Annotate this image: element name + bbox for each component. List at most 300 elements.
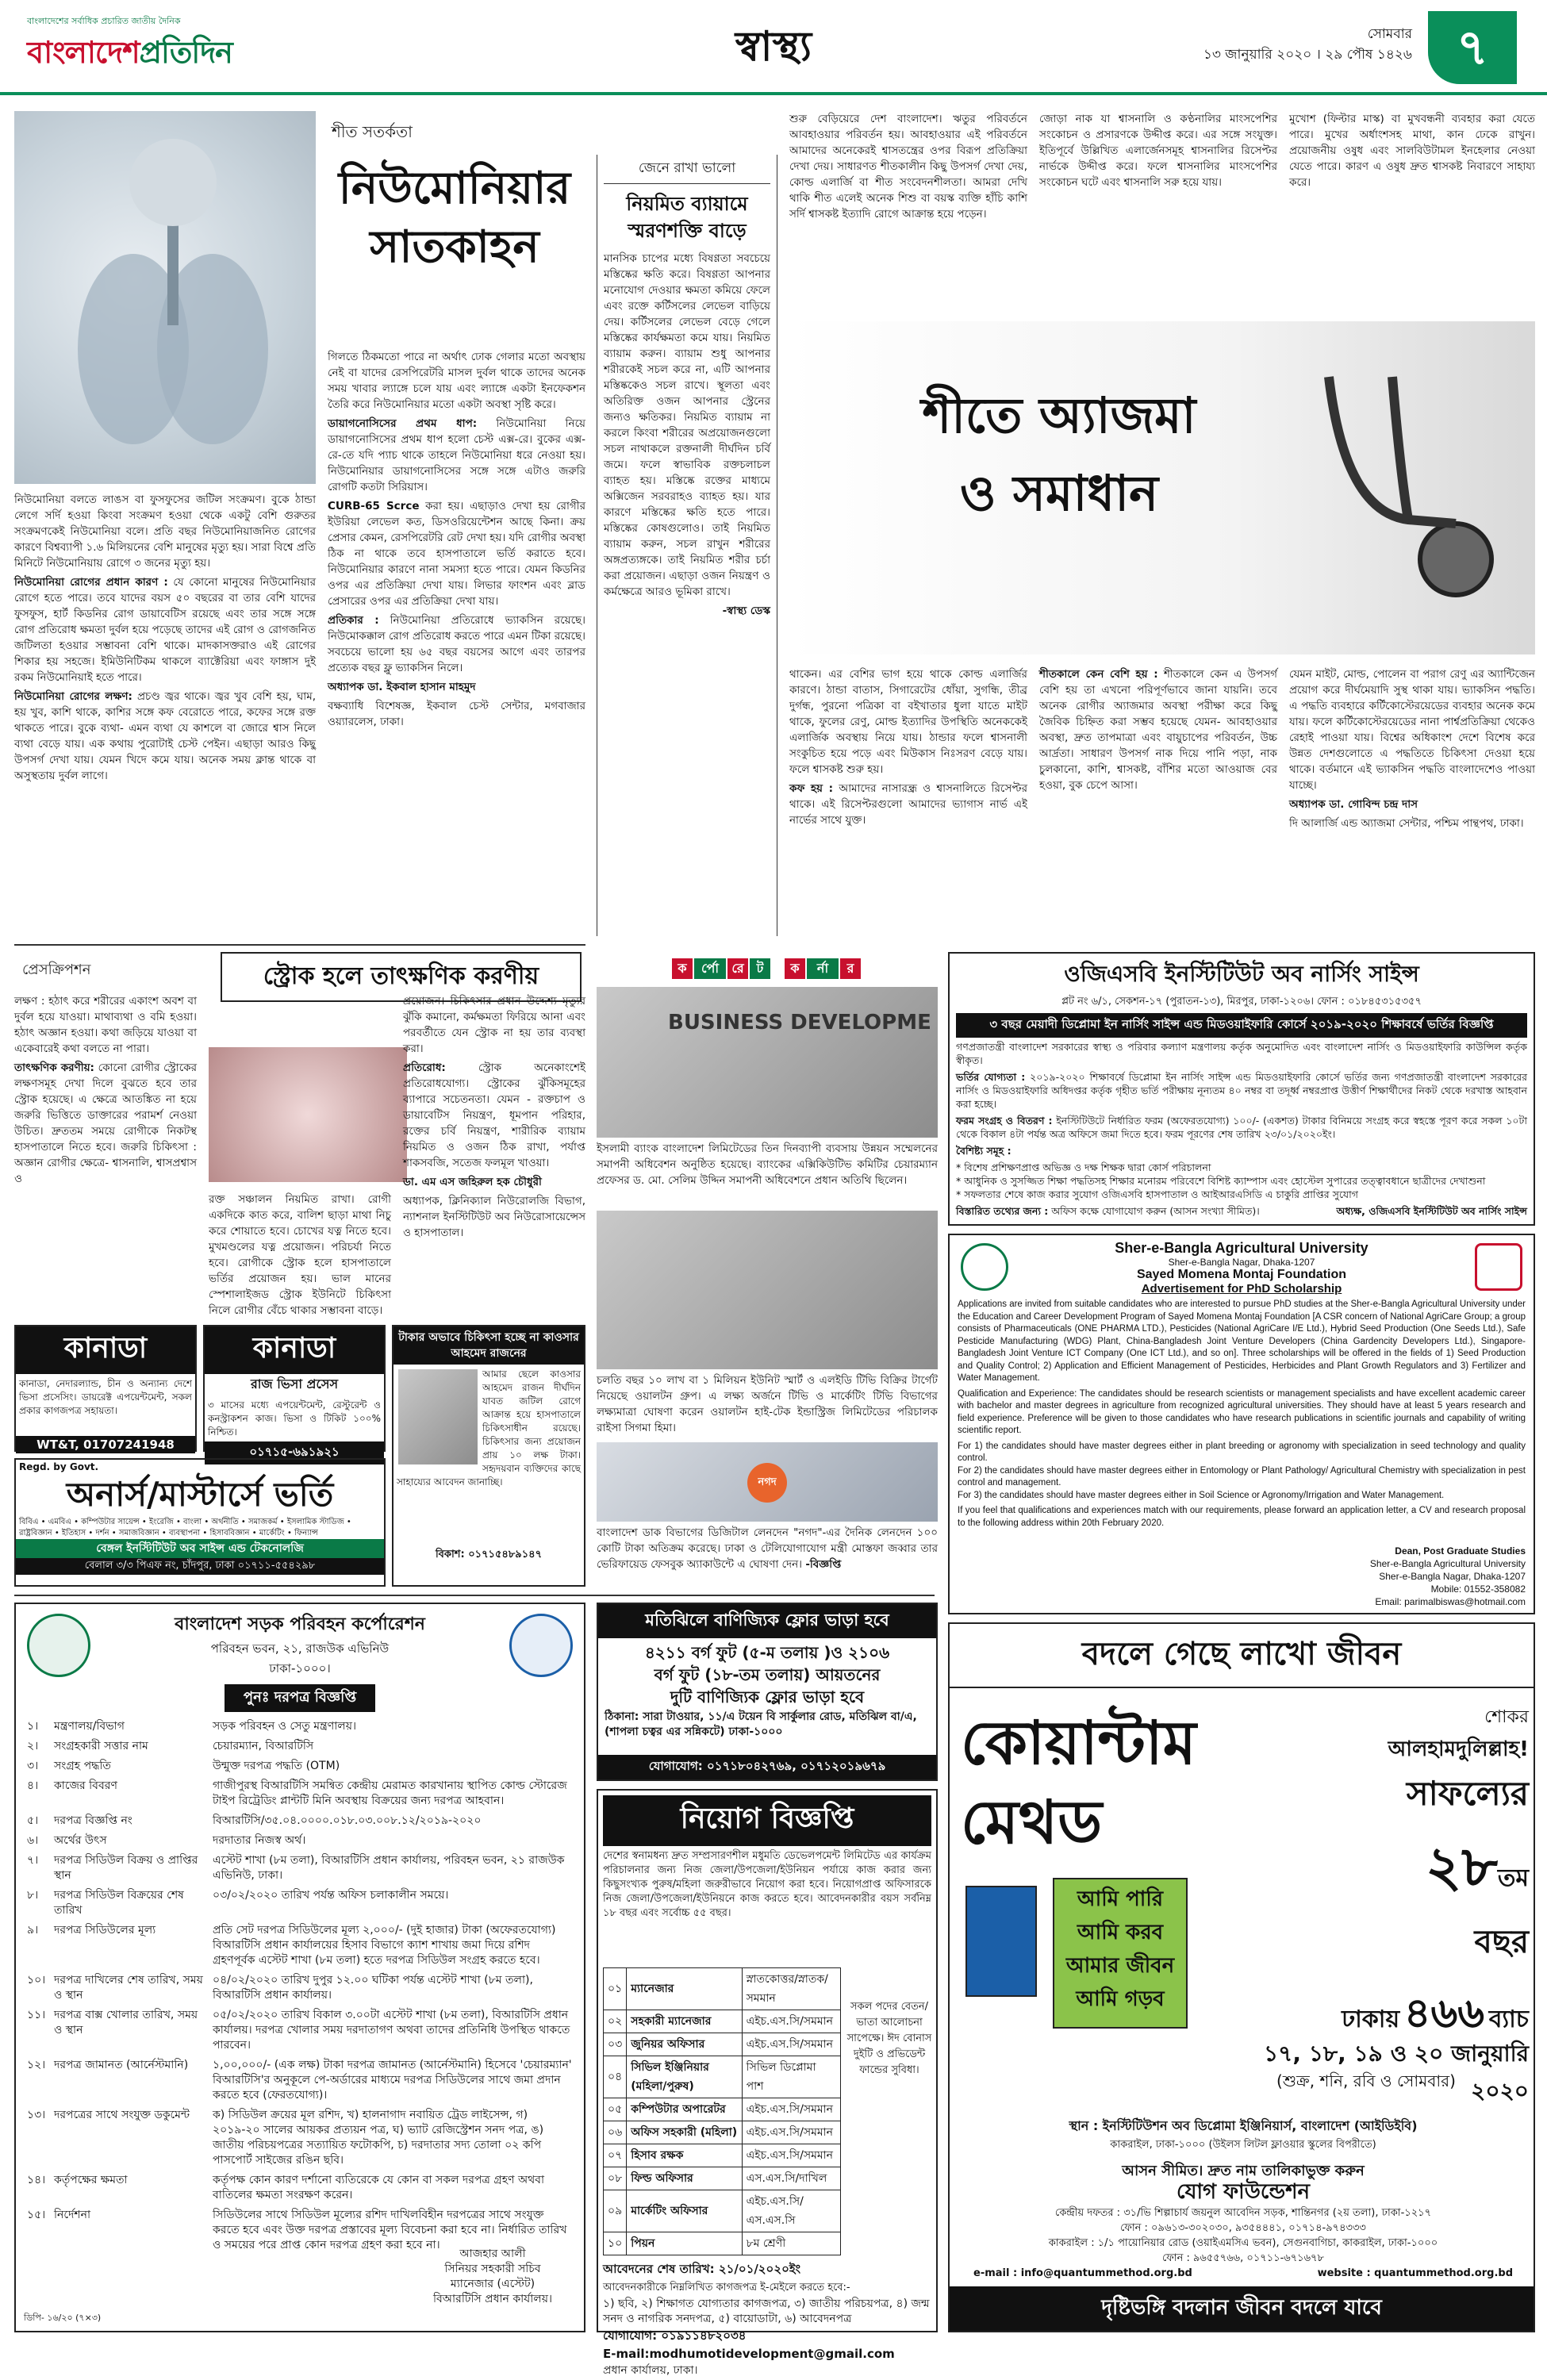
date-box	[1079, 24, 1412, 65]
pneumonia-body1: নিউমোনিয়া বলতে লাঙস বা ফুসফুসের জটিল সংক্রমণ। বুকে ঠান্ডা লেগে সর্দি হওয়া কিংবা সংক্রমণ হওয়া থেকে একটু বেশি গুরুতর সংক্রমণকেই নিউমোনিয়া বলে। প্রতি বছর নিউমোনিয়াজনিত রোগের কারণে বিশ্বব্যাপী ১.৬ মিলিয়নের বেশি মানুষের মৃত্যু হয়। সারা বিশ্বে প্রতি মিনিটে নিউমোনিয়ায় রোগে ৩ জনের মৃত্যু হয়।	[14, 493, 316, 570]
quantum-batch-suffix: ব্যাচ	[1488, 2006, 1529, 2033]
asthma-banner	[789, 321, 1535, 654]
job-office: প্রধান কার্যালয়, ঢাকা।	[603, 2364, 698, 2377]
quantum-batch-prefix: ঢাকায়	[1342, 2006, 1400, 2033]
asthma-article	[789, 111, 1535, 936]
brtc-row	[24, 1717, 576, 1737]
nagad-logo: নগদ	[747, 1463, 787, 1503]
quantum-hq-phone: ফোন : ০৯৬১৩-৩০২০৩০, ৯৩৫৪৪৪১, ০১৭১৪-৯৭৪৩৩৩	[1120, 2222, 1366, 2234]
asthma-top-text1: শুরু বেড়িয়েরে দেশ বাংলাদেশ। ঋতুর পরিবর্তনে আবহাওয়ার পরিবর্তন হয়। আবহাওয়ার এই পরিবর্তনে আমাদের অনেকেরই শ্বাসতন্ত্রের ওপর বিরূপ প্রতিক্রিয়া দেখা দেয়। সাধারণত শীতকালীন কিছু উপসর্গ দেখা দেয়, কোল্ড এলার্জি বা শীত সংবেদনশীলতা। আমরা দেখি থাকি শীত এলেই অনেক শিশু বা বয়স্ক ব্যক্তি হাঁচি কাশি সর্দি শ্বাসকষ্ট ইত্যাদি রোগে আক্রান্ত হয়ে পড়েন।	[789, 113, 1027, 221]
sau-p1: Applications are invited from suitable candidates who are interested to pursue PhD studies at the Sher-e-Bangla Agricultural University under the Education and Career Development Program of Sayed Momena Montaj Foundation [A CSR concern of National AgriCare Group; a group consists of Pharmaceuticals (ONE PHARMA LTD.), Pesticides (National AgriCare I/E Ltd.), Hybrid Seed Production (One Seeds Ltd.), Safe Pesticide Manufacturing (WDG) Plant, China-Bangladesh Joint Venture Developers (China Gardencity Developers Ltd.), Singapore-Bangladesh Joint Venture ICT Company (One ICT Ltd.), and so on]. Three scholarships will be offered in the fields of 1) Seed Production and Quality Control; 2) Application and Efficient Management of Pesticides, Herbicides and Plant Growth Regulators and 3) Fertilizer and Water Management.	[958, 1299, 1526, 1383]
section-title: স্বাস্থ্য	[735, 22, 812, 71]
charity-ad-text: আমার ছেলে কাওসার আহমেদ রাজন দীর্ঘদিন যাবত জটিল রোগে আক্রান্ত হয়ে হাসপাতালে চিকিৎসাধীন রয়েছে। চিকিৎসার জন্য প্রয়োজন প্রায় ১০ লক্ষ টাকা। সহৃদয়বান ব্যক্তিদের কাছে সাহায্যের আবেদন জানাচ্ছি।	[397, 1368, 581, 1488]
brtc-row-key: মন্ত্রণালয়/বিভাগ	[54, 1720, 125, 1733]
brtc-row	[24, 2006, 576, 2056]
asthma-col3	[1289, 666, 1535, 936]
motijheel-line1: ৪২১১ বর্গ ফুট (৫-ম তলায় )ও ২১০৬	[644, 1643, 890, 1662]
quantum-email[interactable]: e-mail : info@quantummethod.org.bd	[973, 2267, 1192, 2279]
brtc-row	[24, 1776, 576, 1811]
brtc-row-value: ০৪/০২/২০২০ তারিখ দুপুর ১২.০০ ঘটিকা পর্যন্ত এস্টেট শাখা (৮ম তলা), বিআরটিসি প্রধান কার্যালয়।	[213, 1974, 533, 2002]
pneumonia-body6: করা হয়। এছাড়াও দেখা হয় রোগীর ইউরিয়া লেভেল কত, ডিসওরিয়েন্টেশন আছে কিনা। ক্রয় প্রেসার কেমন, রেসপিরেটরি রেট দেখা হয়। যদি রোগীর অবস্থা ঠিক না থাকে তবে হাসপাতালে ভর্তি করাতে হবে। নিউমোনিয়ার কারণে নানা সমস্যা হতে পারে। যেমন কিডনির ওপর এর প্রতিক্রিয়া দেখা যায়। লিভার ফাংশন এবং ব্লাড প্রেসারের ওপর এর প্রতিক্রিয়া দেখা যায়।	[328, 500, 585, 608]
quantum-foundation: যোগ ফাউন্ডেশন	[1176, 2180, 1311, 2204]
job-row-qual: এস.এস.সি/দাখিল	[742, 2167, 840, 2190]
quantum-shukur: শোকর	[1484, 1707, 1529, 1727]
sau-sig5[interactable]: Email: parimalbiswas@hotmail.com	[1375, 1596, 1526, 1607]
canada-ad-2-sub: রাজ ভিসা প্রসেস	[250, 1376, 339, 1392]
pneumonia-signs-head: নিউমোনিয়া রোগের লক্ষণ:	[14, 690, 132, 703]
nursing-more: অফিস কক্ষে যোগাযোগ করুন (আসন সংখ্যা সীমিত)।	[1051, 1205, 1260, 1217]
brtc-row	[24, 2056, 576, 2106]
stroke-col3-text: প্রয়োজন। চিকিৎসার প্রধান উদ্দেশ্য মৃত্যুর ঝুঁকি কমানো, কর্মক্ষমতা ফিরিয়ে আনা এবং পরবর্তীতে যেন স্ট্রোক না হয় তার ব্যবস্থা করা।	[403, 995, 585, 1055]
brtc-addr1: পরিবহন ভবন, ২১, রাজউক এভিনিউ	[210, 1641, 390, 1656]
sau-foundation: Sayed Momena Montaj Foundation	[1136, 1268, 1346, 1281]
job-row-num: ০৬	[604, 2121, 627, 2144]
asthma-title	[837, 377, 1281, 532]
brtc-row	[24, 1971, 576, 2006]
brtc-table	[24, 1717, 576, 2255]
exercise-credit: -স্বাস্থ্য ডেস্ক	[722, 605, 770, 617]
quantum-badge	[1053, 1878, 1188, 2029]
corporate-photo-1	[597, 987, 938, 1138]
pneumonia-body3: প্রচণ্ড জ্বর থাকে। জ্বর খুব বেশি হয়, ঘাম, হয় খুব, কাশি থাকে, কাশির সঙ্গে কফ বেরোতে পারে, কফের সঙ্গে রক্ত থাকতে পারে। বুকে ব্যথা- এমন ব্যথা যে কাশলে বা জোরে শ্বাস নিলে ব্যথা বেড়ে যায়। এক কথায় পুরোটাই চেস্ট পেইন। এছাড়া আরও কিছু উপসর্গ দেখা যায়। যেমন খিদে কমে যায়। অনেক সময় ক্লান্ত থাকে বা অসুস্থতায় দুর্বল লাগে।	[14, 690, 316, 782]
brtc-sig4: বিআরটিসি প্রধান কার্যালয়।	[433, 2293, 552, 2305]
brtc-row	[24, 1831, 576, 1851]
job-row-qual: ৮ম শ্রেণী	[742, 2232, 840, 2255]
nursing-form-head: ফরম সংগ্রহ ও বিতরণ :	[956, 1115, 1053, 1127]
pneumonia-treatment-head: প্রতিকার :	[328, 614, 379, 627]
corporate-caption-3-credit: -বিজ্ঞপ্তি	[805, 1558, 842, 1571]
brtc-row-value: সড়ক পরিবহন ও সেতু মন্ত্রণালয়।	[213, 1720, 356, 1733]
lungs-illustration	[14, 111, 316, 484]
nursing-feature: * সফলতার শেষে কাজ করার সুযোগ ওজিএসবি হাসপাতাল ও আইআরএসিডি এ চাকুরি প্রাপ্তির সুযোগ	[956, 1188, 1358, 1200]
quantum-venue-line: স্থান : ইনস্টিটিউশন অব ডিপ্লোমা ইঞ্জিনিয়ার্স, বাংলাদেশ (আইডিইবি)	[1069, 2118, 1418, 2133]
asthma-top-col3	[1289, 111, 1535, 313]
brtc-row-num: ১।	[27, 1720, 39, 1733]
brtc-row-key: দরপত্র বিজ্ঞপ্তি নং	[54, 1814, 132, 1827]
motijheel-ad	[597, 1603, 938, 1781]
foundation-logo-icon	[1475, 1243, 1522, 1291]
canada-ad-1	[14, 1325, 197, 1452]
brtc-row-key: দরপত্র সিডিউলের মূল্য	[54, 1924, 156, 1937]
pneumonia-title-line1: নিউমোনিয়ার	[338, 162, 571, 214]
corporate-caption-3	[597, 1525, 938, 1574]
nursing-title: ওজিএসবি ইনস্টিটিউট অব নার্সিং সাইন্স	[1064, 961, 1419, 987]
job-row	[604, 2190, 841, 2232]
pneumonia-kicker: শীত সতর্কতা	[332, 122, 413, 141]
brtc-row-num: ৬।	[27, 1834, 39, 1847]
job-row-qual: এইচ.এস.সি/সমমান	[742, 2144, 840, 2167]
stroke-prevent-head: প্রতিরোধ:	[403, 1061, 446, 1074]
corporate-photo-2	[597, 1211, 938, 1369]
brtc-row-value: গাজীপুরস্থ বিআরটিসি সমন্বিত কেন্দ্রীয় মেরামত কারখানায় স্থাপিত কোল্ড স্টোরেজ টাইপ রিট্রেডিং প্লান্টটি মিনি অবস্থায় বিক্রয়ের জন্য দরপত্র আহবান।	[213, 1779, 567, 1807]
brtc-row-value: সিডিউলের সাথে সিডিউল মূল্যের রশিদ দাখিলবিহীন দরপত্রের সাথে সংযুক্ত করতে হবে এবং উক্ত দরপত্র প্রস্তাবের মূল্য বিবেচনা করা হবে না। নির্ধারিত তারিখ ও সময়ের পরে প্রাপ্ত কোন দরপত্র গ্রহণ করা হবে না।	[213, 2209, 567, 2251]
brtc-row-value: চেয়ারম্যান, বিআরটিসি	[213, 1740, 314, 1752]
stroke-col1	[14, 993, 197, 1317]
job-row-num: ০৮	[604, 2167, 627, 2190]
quantum-success-word: সাফল্যের	[1406, 1774, 1529, 1813]
exercise-text: মানসিক চাপের মধ্যে বিষণ্ণতা সবচেয়ে মস্তিষ্কের ক্ষতি করে। বিষণ্ণতা আপনার মনোযোগ দেওয়ার ক্ষমতা কমিয়ে ফেলে এবং রক্তে কর্টিসলের লেভেল বাড়িয়ে দেয়। কর্টিসলের লেভেল বেড়ে গেলে মস্তিষ্কের কার্যক্ষমতা কমে যায়। নিয়মিত ব্যায়াম করুন। ব্যায়াম শুধু আপনার শরীরকেই সচল করে না, এটি আপনার মস্তিষ্ককেও সচল রাখে। স্থূলতা এবং অতিরিক্ত ওজন আপনার স্ট্রেনের জন্যও ক্ষতিকর। নিয়মিত ব্যায়াম না করলে কিংবা শরীরের অপ্রয়োজনগুলো সচল নাথাকলে রক্তনালী দীর্ঘদিন চর্বি জমে। ফলে স্বাভাবিক রক্তচলাচল ব্যাহত হয়। মস্তিষ্কে রক্তের মাধ্যমে অক্সিজেন সরবরাহও ব্যাহত হয়। যার কারণে মস্তিষ্কের ক্ষতি হতে পারে। মস্তিষ্কের কোষগুলোও। তাই নিয়মিত ব্যায়াম করুন, সচল রাখুন শরীরের অঙ্গপ্রত্যঙ্গকে। তাই নিয়মিত শরীর চর্চা করা প্রয়োজন। এছাড়া ওজন নিয়ন্ত্রণ ও কর্মক্ষেত্রে আরও ভূমিকা রাখে।	[604, 252, 770, 598]
asthma-top-text2: জোড়া নাক যা শ্বাসনালি ও কণ্ঠনালির মাংসপেশির সংকোচন ও প্রসারণকে উদ্দীপ্ত করে। এর সঙ্গে সংযুক্ত। ইতিপূর্বে উল্লিখিত এলার্জেনসমূহ শ্বাসনালির রিসেপ্টর নার্ভকে উদ্দীপ্ত করে। ফলে শ্বাসনালির মাংসপেশির সংকোচন ঘটে এবং শ্বাসনালি সরু হয়ে যায়।	[1039, 113, 1277, 189]
asthma-col2-text: শীতকালে কেন এ উপসর্গ বেশি হয় তা এখনো পরিপূর্ণভাবে জানা যায়নি। তবে অনেক রোগীর অ্যাজমার অবস্থা পরীক্ষা করে কিছু জৈবিক চিহ্নিত করা সম্ভব হয়েছে যেমন- আবহাওয়ার অবস্থা, দ্রুত তাপমাত্রা এবং বায়ুচাপের পরিবর্তন, উচ্চ আর্দ্রতা। সাধারণ উপসর্গ নাক দিয়ে পানি পড়া, নাক চুলকানো, কাশি, শ্বাসকষ্ট, বাঁশির মতো আওয়াজ বের হওয়া, বুক চেপে আসা।	[1039, 668, 1277, 792]
pneumonia-cause-head: নিউমোনিয়া রোগের প্রধান কারণ :	[14, 576, 168, 589]
job-docs: ১) ছবি, ২) শিক্ষাগত যোগ্যতার কাগজপত্র, ৩) জাতীয় পরিচয়পত্র, ৪) জন্ম সনদ ও নাগরিক সনদপত্র, ৫) বায়োডাটা, ৬) আবেদনপত্র	[603, 2297, 930, 2325]
sau-sig4: Mobile: 01552-358082	[1430, 1583, 1526, 1595]
honours-title: অনার্স/মাস্টার্সে ভর্তি	[66, 1475, 334, 1514]
job-row-post: অফিস সহকারী (মহিলা)	[627, 2121, 742, 2144]
sau-sig2: Sher-e-Bangla Agricultural University	[1369, 1558, 1526, 1569]
corner-letter: র	[840, 958, 861, 979]
exercise-title-line1: নিয়মিত ব্যায়ামে	[626, 192, 748, 215]
brtc-row-num: ১১।	[27, 2009, 46, 2021]
corporate-photo-3	[597, 1442, 938, 1522]
job-row-post: কম্পিউটার অপারেটর	[627, 2098, 742, 2121]
canada-ad-1-phone: WT&T, 01707241948	[16, 1436, 195, 1453]
brtc-row	[24, 1737, 576, 1756]
pneumonia-body4: গিলতে ঠিকমতো পারে না অর্থাৎ ঢোক গেলার মতো অবস্থায় নেই বা যাদের রেসপিরেটরি মাসল দুর্বল থাকে তাদের অনেক সময় খাবার ল্যাঙ্গে চলে যায় এবং ল্যাঙ্গে একটা ইনফেকশন তৈরি করে নিউমোনিয়ার মতো একটা অবস্থা সৃষ্টি করে।	[328, 351, 585, 411]
quantum-website[interactable]: website : quantummethod.org.bd	[1317, 2267, 1513, 2279]
sau-signature	[958, 1545, 1526, 1608]
job-row	[604, 2010, 841, 2033]
quantum-big2: মেথড	[961, 1787, 1103, 1857]
nursing-ad	[948, 952, 1535, 1226]
quantum-success	[1307, 1703, 1529, 1970]
asthma-top-col1	[789, 111, 1027, 313]
pneumonia-curb: CURB-65 Scrce	[328, 500, 420, 512]
brtc-row-value: প্রতি সেট দরপত্র সিডিউলের মূল্য ২,০০০/- (দুই হাজার) টাকা (অফেরতযোগ্য) বিআরটিসি প্রধান কার্যালয়ের হিসাব বিভাগে ক্যাশ শাখায় জমা দিয়ে রশিদ গ্রহণপূর্বক এস্টেট শাখা (৮ম তলা) হতে দরপত্র সিডিউল সংগ্রহ করতে হবে।	[213, 1924, 556, 1967]
brtc-row-value: ০৫/০২/২০২০ তারিখ বিকাল ৩.০০টা এস্টেট শাখা (৮ম তলা), বিআরটিসি প্রধান কার্যালয়। দরপত্র খোলার সময় দরদাতাগণ অথবা তাদের প্রতিনিধি উপস্থিত থাকতে পারবেন।	[213, 2009, 570, 2052]
job-benefits: সকল পদের বেতন/ ভাতা আলোচনা সাপেক্ষে। ঈদ বোনাস দুইটি ও প্রভিডেন্ট ফান্ডের সুবিধা।	[846, 2001, 932, 2076]
stethoscope-icon	[1297, 353, 1519, 623]
charity-photo	[398, 1369, 478, 1464]
brtc-row	[24, 1886, 576, 1921]
job-row-num: ০১	[604, 1968, 627, 2010]
quantum-venue	[958, 2116, 1529, 2154]
brtc-row	[24, 1851, 576, 1886]
job-row-num: ০৫	[604, 2098, 627, 2121]
quantum-tom: তম	[1497, 1864, 1529, 1892]
brtc-row-key: দরপত্র সিডিউল বিক্রয়ের শেষ তারিখ	[54, 1889, 184, 1917]
brtc-title: পুনঃ দরপত্র বিজ্ঞপ্তি	[225, 1684, 375, 1712]
lungs-icon	[14, 111, 316, 484]
corporate-caption-1: ইসলামী ব্যাংক বাংলাদেশ লিমিটেডের তিন দিনব্যাপী ব্যবসায় উন্নয়ন সম্মেলনের সমাপনী অধিবেশন অনুষ্ঠিত হয়েছে। ব্যাংকের এক্সিকিউটিভ কমিটির চেয়ারম্যান প্রফেসর ড. মো. সেলিম উদ্দিন সমাপনী অধিবেশনে প্রধান অতিথি ছিলেন।	[597, 1142, 938, 1187]
brtc-code: ডিপি- ১৬/২০ (৭×৩)	[24, 2313, 102, 2323]
brtc-row-num: ২।	[27, 1740, 39, 1752]
quantum-kakrail: কাকরাইল : ১/১ পায়োনিয়ার রোড (ওয়াইএমসিএ ভবন), সেগুনবাগিচা, কাকরাইল, ঢাকা-১০০০	[1048, 2237, 1438, 2249]
job-row-num: ০৪	[604, 2056, 627, 2098]
brtc-logo-icon	[509, 1614, 573, 1677]
quantum-hq: কেন্দ্রীয় দফতর : ৩১/ভি শিল্পাচার্য জয়নুল আবেদিন সড়ক, শান্তিনগর (২য় তলা), ঢাকা-১২১৭	[1054, 2207, 1432, 2219]
honours-subjects: বিবিএ • এমবিএ • কম্পিউটার সায়েন্স • ইংরেজি • বাংলা • অর্থনীতি • সমাজকর্ম • ইসলামিক স্টাডিজ • রাষ্ট্রবিজ্ঞান • ইতিহাস • দর্শন • সমাজবিজ্ঞান • ব্যবস্থাপনা • হিসাববিজ্ঞান • মার্কেটিং • ফিন্যান্স	[19, 1518, 351, 1537]
quantum-kakrail-phone: ফোন : ৯৬৫৫৭৬৬, ০১৭১১-৬৭১৬৭৮	[1162, 2252, 1324, 2264]
motijheel-line2: বর্গ ফুট (১৮-তম তলায়) আয়তনের	[654, 1665, 881, 1684]
asthma-col3-text: যেমন মাইট, মোল্ড, পোলেন বা পরাগ রেণু এর অ্যান্টিজেন প্রয়োগ করে দীর্ঘমেয়াদি সুস্থ থাকা যায়। ভ্যাকসিন পদ্ধতি। এ পদ্ধতি ব্যবহারে কর্টিকোস্টেরয়েডের ব্যবহার অনেক কমে যায়। ফলে কর্টিকোস্টেরয়েডের নানা পার্শ্বপ্রতিক্রিয়া থেকেও রেহাই পাওয়া যায়। বিশ্বের অধিকাংশ দেশে বিশেষ করে উন্নত দেশগুলোতে এ পদ্ধতিতে চিকিৎসা দেওয়া হয়ে থাকে। বর্তমানে এই ভ্যাকসিন পদ্ধতি বাংলাদেশেও পাওয়া যাচ্ছে।	[1289, 668, 1535, 792]
corner-letter: র্না	[807, 958, 839, 979]
corporate-corner	[597, 952, 938, 1587]
brtc-row-key: অর্থের উৎস	[54, 1834, 107, 1847]
logo-tagline: বাংলাদেশের সর্বাধিক প্রচারিত জাতীয় দৈনিক	[27, 16, 181, 26]
brtc-sig3: ম্যানেজার (এস্টেট)	[450, 2278, 536, 2290]
brtc-row	[24, 2106, 576, 2171]
job-row-num: ০৩	[604, 2033, 627, 2056]
govt-logo-icon	[27, 1614, 90, 1677]
quantum-badge3: আমার জীবন	[1065, 1954, 1175, 1978]
honours-reg: Regd. by Govt.	[19, 1461, 99, 1472]
stroke-author: ডা. এম এস জহিরুল হক চৌধুরী	[403, 1176, 542, 1188]
logo-part1: বাংলাদেশ	[27, 34, 140, 70]
asthma-cough-head: কফ হয় :	[789, 782, 834, 795]
sau-name: Sher-e-Bangla Agricultural University	[1115, 1240, 1368, 1256]
banner-text: BUSINESS DEVELOPME	[668, 1011, 931, 1035]
job-row-post: পিয়ন	[627, 2232, 742, 2255]
job-deadline: আবেদনের শেষ তারিখ: ২১/০১/২০২০ইং	[603, 2262, 801, 2276]
brtc-row-num: ৯।	[27, 1924, 39, 1937]
pneumonia-article	[14, 111, 585, 936]
brtc-row-value: দরদাতার নিজস্ব অর্থ।	[213, 1834, 306, 1847]
canada-ad-1-text: কানাডা, নেদারল্যান্ড, চীন ও অন্যান্য দেশে ভিসা প্রসেসিং। ডায়রেক্ট এপয়েন্টমেন্ট, সকল প্রকার কাগজপত্র সহায়তা।	[19, 1378, 192, 1416]
canada-ad-1-title: কানাডা	[16, 1326, 195, 1374]
nursing-intro: গণপ্রজাতন্ত্রী বাংলাদেশ সরকারের স্বাস্থ্য ও পরিবার কল্যাণ মন্ত্রণালয় কর্তৃক অনুমোদিত এবং বাংলাদেশ নার্সিং ও মিডওয়াইফারি কাউন্সিল কর্তৃক স্বীকৃত।	[956, 1041, 1527, 1066]
sau-phd-ad	[948, 1234, 1535, 1614]
job-table	[603, 1967, 841, 2255]
sau-p6: If you feel that qualifications and experiences match with our requirements, please forward an application letter, a CV and research proposal to the following address within 20th February 2020.	[958, 1506, 1526, 1528]
brtc-row-num: ১৪।	[27, 2174, 46, 2186]
page-number: ৭	[1428, 11, 1517, 84]
corner-letter: ক	[672, 958, 693, 979]
asthma-title-line1: শীতে অ্যাজমা	[922, 386, 1196, 444]
job-row-qual: এইচ.এস.সি/সমমান	[742, 2010, 840, 2033]
brtc-row	[24, 1811, 576, 1831]
motijheel-address: ঠিকানা: সারা টাওয়ার, ১১/এ টয়েন বি সার্কুলার রোড, মতিঝিল বা/এ, (শাপলা চত্বর এর সন্নিকটে) ঢাকা-১০০০	[605, 1710, 917, 1738]
corner-letter: রে	[727, 958, 748, 979]
brtc-row-value: বিআরটিসি/৩৫.০৪.০০০০.০১৮.০৩.০০৮.১২/২০১৯-২০২০	[213, 1814, 482, 1827]
corner-letter: ক	[785, 958, 805, 979]
asthma-author-title: দি আলার্জি এন্ড অ্যাজমা সেন্টার, পশ্চিম পান্থপথ, ঢাকা।	[1289, 817, 1524, 830]
charity-ad	[392, 1325, 585, 1587]
motijheel-details	[598, 1638, 936, 1708]
exercise-title-line2: স্মরণশক্তি বাড়ে	[628, 219, 747, 242]
job-row-post: জুনিয়র অফিসার	[627, 2033, 742, 2056]
brtc-row-num: ৭।	[27, 1854, 39, 1867]
exercise-title	[604, 190, 770, 244]
masthead	[0, 0, 1547, 95]
brtc-row-key: দরপত্র বাক্স খোলার তারিখ, সময় ও স্থান	[54, 2009, 198, 2036]
brtc-row-value: উন্মুক্ত দরপত্র পদ্ধতি (OTM)	[213, 1760, 340, 1772]
brtc-org: বাংলাদেশ সড়ক পরিবহন কর্পোরেশন	[175, 1614, 425, 1634]
honours-institute: বেঙ্গল ইনস্টিটিউট অব সাইন্স এন্ড টেকনোলজি	[16, 1539, 384, 1558]
brtc-row-value: ১,০০,০০০/- (এক লক্ষ) টাকা দরপত্র জামানত (আর্নেস্টমানি) হিসেবে 'চেয়ারম্যান' বিআরটিসি'র অনুকূলে পে-অর্ডারের মাধ্যমে দরপত্র সিডিউলের সাথে জমা প্রদান করতে হবে (ফেরতযোগ্য)।	[213, 2059, 572, 2102]
brtc-sig1: আজহার আলী	[459, 2248, 526, 2260]
corner-letter: ট	[750, 958, 770, 979]
job-row	[604, 2232, 841, 2255]
job-row-post: ম্যানেজার	[627, 1968, 742, 2010]
pneumonia-title	[324, 159, 585, 276]
brtc-row	[24, 1756, 576, 1776]
brtc-row-key: দরপত্র জামানত (আর্নেস্টমানি)	[54, 2059, 189, 2071]
brtc-signature	[433, 2247, 552, 2307]
sau-sig3: Sher-e-Bangla Nagar, Dhaka-1207	[1379, 1571, 1526, 1582]
asthma-col1	[789, 666, 1027, 936]
quantum-year: বছর	[1474, 1924, 1529, 1960]
brtc-row	[24, 2171, 576, 2205]
quantum-big	[961, 1703, 1278, 1862]
stroke-title: স্ট্রোক হলে তাৎক্ষণিক করণীয়	[221, 952, 582, 1002]
brtc-row-value: ০৩/০২/২০২০ তারিখ পর্যন্ত অফিস চলাকালীন সময়ে।	[213, 1889, 449, 1902]
job-row	[604, 2098, 841, 2121]
job-row-num: ০৯	[604, 2190, 627, 2232]
job-row	[604, 2121, 841, 2144]
logo-wordmark	[27, 29, 289, 80]
sau-logo-icon	[961, 1243, 1008, 1291]
asthma-top-text3: মুখোশ (ফিল্টার মাস্ক) বা মুখবন্ধনী ব্যবহার করা যেতে পারে। মুখের অর্ধাংশসহ মাথা, কান ঢেকে রাখুন। প্রয়োজনীয় ওষুধ এবং সালবিউটামল ইনহেলার নেওয়া যেতে পারে। কারণ এ ওষুধ দ্রুত শ্বাসকষ্ট নিবারণে সাহায্য করে।	[1289, 113, 1535, 189]
motijheel-title: মতিঝিলে বাণিজ্যিক ফ্লোর ভাড়া হবে	[598, 1604, 936, 1638]
job-row-qual: সিভিল ডিপ্লোমা পাশ	[742, 2056, 840, 2098]
brtc-sig2: সিনিয়র সহকারী সচিব	[444, 2263, 541, 2275]
job-email[interactable]: E-mail:modhumotidevelopment@gmail.com	[603, 2347, 895, 2361]
quantum-web-row	[958, 2266, 1529, 2281]
job-table-wrap	[603, 1967, 931, 2255]
motijheel-line3: দুটি বাণিজ্যিক ফ্লোর ভাড়া হবে	[670, 1687, 865, 1706]
quantum-days: (শুক্র, শনি, রবি ও সোমবার)	[1276, 2071, 1456, 2090]
stroke-col3	[403, 993, 585, 1317]
sau-body	[958, 1299, 1526, 1545]
nursing-address: প্লট নং ৬/১, সেকশন-১৭ (পুরাতন-১৩), মিরপুর, ঢাকা-১২০৬। ফোন : ০১৮৪৫৩১৫৩৫৭	[1061, 996, 1422, 1008]
quantum-book-icon	[965, 1886, 1037, 1997]
pneumonia-body2: যে কোনো মানুষের নিউমোনিয়ার রোগে হতে পারে। তবে যাদের বয়স ৫০ বছরের বা তার বেশি যাদের ফুসফুস, হার্ট কিডনির রোগ ডায়াবেটিস রয়েছে এবং তার সঙ্গে সঙ্গে রোগ প্রতিরোধ ক্ষমতা দুর্বল হয়ে পড়েছে তাদের এই রোগ ও রোগজনিত জটিলতা হওয়ার সম্ভাবনা বেশি থাকে। মাদকাসক্তরাও এই রোগের শিকার হয় সহজে। ইমিউনিটিকম থাকলে ব্যাক্টেরিয়া এবং ফাঙ্গাস দুই রকম নিউমোনিয়াই হতে পারে।	[14, 576, 316, 684]
brtc-row-value: ক) সিডিউল ক্রয়ের মূল রশিদ, খ) হালনাগাদ নবায়িত ট্রেড লাইসেন্স, গ) ২০১৯-২০ সালের আয়কর প্রত্যয়ন পত্র, ঘ) ভ্যাট রেজিস্ট্রেশন সনদ পত্র, ঙ) জাতীয় পরিচয়পত্রের সত্যায়িত ফটোকপি, চ) দরদাতার সদ্য তোলা ০২ কপি পাসপোর্ট সাইজের রঙিন ছবি।	[213, 2109, 544, 2167]
job-row-post: মার্কেটিং অফিসার	[627, 2190, 742, 2232]
nursing-features-head: বৈশিষ্ট্য সমূহ :	[956, 1145, 1012, 1157]
asthma-winter-head: শীতকালে কেন বেশি হয় :	[1039, 668, 1158, 681]
brtc-row-num: ৪।	[27, 1779, 39, 1792]
quantum-num: ২৮	[1425, 1834, 1498, 1899]
brtc-row-key: কর্তৃপক্ষের ক্ষমতা	[54, 2174, 128, 2186]
job-intro: দেশের স্বনামধন্য দ্রুত সম্প্রসারণশীল মধুমতি ডেভেলপমেন্ট লিমিটেড এর কার্যক্রম পরিচালনার জন্য নিজ জেলা/উপজেলা/ইউনিয়ন পর্যায়ে কাজ করার জন্য কিছুসংখ্যক পুরুষ/মহিলা জরুরীভাবে নিয়োগ করা হবে। নিয়োগপ্রাপ্ত অফিসারকে নিজ জেলা/উপজেলা/ইউনিয়নে কাজ করতে হবে। আবেদনকারীর বয়স সর্বনিম্ন ১৮ বছর এবং সর্বোচ্চ ৫৫ বছর।	[603, 1850, 931, 1919]
sau-sig1: Dean, Post Graduate Studies	[1395, 1545, 1526, 1557]
quantum-badge2: আমি করব	[1077, 1921, 1164, 1944]
quantum-bottom: দৃষ্টিভঙ্গি বদলান জীবন বদলে যাবে	[950, 2286, 1534, 2331]
divider-1	[14, 944, 585, 946]
quantum-big1: কোয়ান্টাম	[961, 1707, 1196, 1778]
corner-letter: র্পো	[694, 958, 726, 979]
nursing-eligibility: ২০১৯-২০২০ শিক্ষাবর্ষে ডিপ্লোমা ইন নার্সিং সাইন্স এন্ড মিডওয়াইফারি কোর্সে ভর্তির জন্য গণপ্রজাতন্ত্রী বাংলাদেশ সরকারের নার্সিং ও মিডওয়াইফারি অধিদপ্তর কর্তৃক গৃহীত ভর্তি পরীক্ষায় নূন্যতম ৪০ নম্বর বা তদূর্ধ্ব নম্বরপ্রাপ্ত উত্তীর্ণ শিক্ষার্থীদের নিকট থেকে দরখাস্ত আহবান করা হচ্ছে।	[956, 1071, 1527, 1110]
job-row-qual: এইচ.এস.সি/সমমান	[742, 2098, 840, 2121]
corporate-caption-2: চলতি বছর ১০ লাখ বা ১ মিলিয়ন ইউনিট স্মার্ট ও এলইডি টিভি বিক্রির টার্গেট নিয়েছে ওয়ালটন গ্রুপ। এ লক্ষ্য অর্জনে টিভি ও মার্কেটিং টিভি বিভাগের লক্ষ্যমাত্রা ঘোষণা করেন ওয়ালটন হাই-টেক ইন্ডাস্ট্রিজ লিমিটেডের পরিচালক রাইসা সিগমা হিমা।	[597, 1374, 938, 1434]
quantum-method-ad	[948, 1622, 1535, 2332]
newspaper-logo[interactable]	[27, 14, 289, 76]
honours-ad	[14, 1458, 386, 1587]
brtc-row-value: এস্টেট শাখা (৮ম তলা), বিআরটিসি প্রধান কার্যালয়, পরিবহন ভবন, ২১ রাজউক এভিনিউ, ঢাকা।	[213, 1854, 565, 1882]
charity-ad-title: টাকার অভাবে চিকিৎসা হচ্ছে না কাওসার আহমেদ রাজনের	[393, 1326, 584, 1365]
nursing-form: ইনস্টিটিউটে নির্ধারিত ফরম (অফেরতযোগ্য) ১০০/- (একশত) টাকার বিনিময়ে সংগ্রহ করে স্বহস্তে পূরণ করে সকল ১০টা থেকে বিকাল ৪টা পর্যন্ত অত্র অফিসে জমা দিতে হবে। ফরম পূরণের শেষ তারিখ ২৩/০১/২০২০ইং।	[956, 1115, 1527, 1140]
motijheel-contact: যোগাযোগ: ০১৭১৮০৪২৭৬৯, ০১৭১২০১৯৬৭৯	[598, 1755, 936, 1779]
job-row-post: সহকারী ম্যানেজার	[627, 2010, 742, 2033]
job-row	[604, 2144, 841, 2167]
brtc-row-num: ৫।	[27, 1814, 39, 1827]
nursing-signature: অধ্যক্ষ, ওজিএসবি ইনস্টিটিউট অব নার্সিং সাইন্স	[1336, 1205, 1527, 1217]
quantum-venue-line2: কাকরাইল, ঢাকা-১০০০ (উইলস লিটল ফ্লাওয়ার স্কুলের বিপরীতে)	[1110, 2139, 1376, 2151]
asthma-col1-text: থাকেন। এর বেশির ভাগ হয়ে থাকে কোল্ড এলার্জির কারণে। ঠান্ডা বাতাস, সিগারেটের ধোঁয়া, সুগন্ধি, তীব্র দুর্গন্ধ, পুরনো পত্রিকা বা বইখাতার ধুলা যাতে মাইট থাকে, ফুলের রেণু, মোল্ড ইত্যাদির উপস্থিতি অনেককেই এলার্জিক অবস্থায় নিয়ে যায়। ঠান্ডার ফলে শ্বাসনালী সংকুচিত হয়ে পড়ে এবং মিউকাস নিঃসরণ বেড়ে যায়। ফলে শ্বাসকষ্ট শুরু হয়।	[789, 668, 1027, 776]
stroke-author-title: অধ্যাপক, ক্লিনিক্যাল নিউরোলজি বিভাগ, ন্যাশনাল ইনস্টিটিউট অব নিউরোসায়েন্সেস ও হাসপাতাল।	[403, 1195, 585, 1239]
job-docs-intro: আবেদনকারীকে নিম্নলিখিত কাগজপত্র ই-মেইলে করতে হবে:-	[603, 2282, 850, 2294]
corporate-corner-heading	[597, 952, 938, 979]
weekday: সোমবার	[1367, 26, 1412, 42]
brtc-row-num: ১০।	[27, 1974, 46, 1987]
brtc-row-num: ১৩।	[27, 2109, 46, 2121]
pneumonia-diag-head: ডায়াগনোসিসের প্রথম ধাপ:	[328, 417, 478, 430]
canada-ad-2-title: কানাডা	[205, 1326, 384, 1374]
job-row-num: ০২	[604, 2010, 627, 2033]
sau-p4: For 2) the candidates should have master degrees either in Entomology or Plant Pathology/ Agricultural Chemistry with specialization in pest control and management.	[958, 1465, 1526, 1488]
sau-p5: For 3) the candidates should have master degrees either in Soil Science or Agronomy/Irrigation and Water Management.	[958, 1490, 1445, 1500]
brtc-row-key: দরপত্র সিডিউল বিক্রয় ও প্রাপ্তির স্থান	[54, 1854, 198, 1882]
sau-title: Advertisement for PhD Scholarship	[1141, 1282, 1342, 1296]
nursing-feature: * বিশেষ প্রশিক্ষণপ্রাপ্ত অভিজ্ঞ ও দক্ষ শিক্ষক দ্বারা কোর্স পরিচালনা	[956, 1161, 1211, 1173]
stroke-kicker: প্রেসক্রিপশন	[22, 962, 91, 978]
job-row-post: সিভিল ইঞ্জিনিয়ার (মহিলা/পুরুষ)	[627, 2056, 742, 2098]
stroke-col1-text: লক্ষণ : হঠাৎ করে শরীরের একাংশ অবশ বা দুর্বল হয়ে যাওয়া। মাথাব্যথা ও বমি হওয়া। হঠাৎ অজ্ঞান হওয়া। কথা জড়িয়ে যাওয়া বা একেবারেই কথা বলতে না পারা।	[14, 995, 197, 1055]
date: ১৩ জানুয়ারি ২০২০ । ২৯ পৌষ ১৪২৬	[1203, 47, 1412, 63]
stroke-col2	[209, 993, 391, 1317]
quantum-dates: ১৭, ১৮, ১৯ ও ২০ জানুয়ারি ২০২০	[1264, 2040, 1529, 2104]
pneumonia-body7: নিউমোনিয়া প্রতিরোধে ভ্যাকসিন রয়েছে। নিউমোকক্কাল রোগ প্রতিরোধ করতে পারে এমন টিকা রয়েছে। সবচেয়ে ভালো হয় ৬৫ বছর বয়সের আগে এবং তারপর প্রত্যেক বছর ফ্লু ভ্যাকসিন নিলে।	[328, 614, 585, 674]
exercise-kicker: জেনে রাখা ভালো	[604, 155, 770, 184]
pneumonia-body5: নিউমোনিয়া নিয়ে ডায়াগনোসিসের প্রথম ধাপ হলো চেস্ট এক্স-রে। বুকের এক্স-রে-তে যদি প্যাচ থাকে তাহলে নিউমোনিয়া ধরে নেওয়া হয়। নিউমোনিয়ার ডায়াগনোসিসের সঙ্গে সঙ্গে এটাও জরুরি রোগটি কতটা সিরিয়াস।	[328, 417, 585, 493]
canada-ad-2-phone: ০১৭১৫-৬৯১৯২১	[205, 1441, 384, 1464]
brtc-row-key: কাজের বিবরণ	[54, 1779, 117, 1792]
nursing-body	[956, 1040, 1527, 1238]
pneumonia-col-right	[328, 349, 585, 936]
job-row	[604, 2056, 841, 2098]
job-row-qual: স্নাতকোত্তর/স্নাতক/সমমান	[742, 1968, 840, 2010]
corporate-caption-3-text: বাংলাদেশ ডাক বিভাগের ডিজিটাল লেনদেন "নগদ"-এর দৈনিক লেনদেন ১০০ কোটি টাকা অতিক্রম করেছে। ঢাকা ও টেলিযোগাযোগ মন্ত্রী মোস্তফা জব্বার তার ভেরিফায়েড ফেসবুক অ্যাকাউন্টে এ ঘোষণা দেন।	[597, 1526, 938, 1571]
asthma-col2	[1039, 666, 1277, 936]
job-title: নিয়োগ বিজ্ঞপ্তি	[603, 1795, 931, 1846]
job-row-post: হিসাব রক্ষক	[627, 2144, 742, 2167]
brtc-row-key: সংগ্রহ পদ্ধতি	[54, 1760, 111, 1772]
quantum-batch-num: ৪৬৬	[1403, 1990, 1485, 2037]
brtc-row	[24, 1921, 576, 1971]
brtc-row-num: ১২।	[27, 2059, 46, 2071]
job-ad	[597, 1789, 938, 2377]
job-row-qual: এইচ.এস.সি/সমমান	[742, 2033, 840, 2056]
quantum-badge4: আমি গড়ব	[1076, 1987, 1165, 2011]
job-row-num: ১০	[604, 2232, 627, 2255]
nursing-eligibility-head: ভর্তির যোগ্যতা :	[956, 1071, 1026, 1083]
canada-ad-2	[203, 1325, 386, 1459]
pneumonia-author-title: বক্ষব্যাধি বিশেষজ্ঞ, ইকবাল চেস্ট সেন্টার, মগবাজার ওয়্যারলেস, ঢাকা।	[328, 700, 585, 728]
sau-address: Sher-e-Bangla Nagar, Dhaka-1207	[1168, 1257, 1315, 1268]
nursing-feature: * আধুনিক ও সুসজ্জিত শিক্ষা পদ্ধতিসহ শিক্ষার মনোরম পরিবেশে বিশিষ্ট ক্যাম্পাস এবং হোস্টেল সুপারের তত্ত্বাবধানে ছাত্রীদের দেখাশুনা	[956, 1175, 1486, 1187]
pneumonia-author: অধ্যাপক ডা. ইকবাল হাসান মাহমুদ	[328, 681, 476, 693]
job-phone: যোগাযোগ: ০১৯১১৪৮২০৩৪	[603, 2328, 747, 2343]
stroke-col3b-text: স্ট্রোক অনেকাংশেই প্রতিরোধযোগ্য। স্ট্রোকের ঝুঁকিসমূহের ব্যাপারে সচেতনতা। যেমন - রক্তচাপ ও ডায়াবেটিস নিয়ন্ত্রণ, ধূমপান পরিহার, রক্তের চর্বি নিয়ন্ত্রণ, শারীরিক ব্যায়াম নিয়মিত ও ওজন ঠিক রাখা, পর্যাপ্ত শাকসবজি, সতেজ ফলমূল খাওয়া।	[403, 1061, 585, 1169]
job-row-qual: এইচ.এস.সি/সমমান	[742, 2121, 840, 2144]
charity-ad-account: বিকাশ: ০১৭১৫৪৮৯১৪৭	[435, 1549, 543, 1560]
sau-p3: For 1) the candidates should have master degrees either in plant breeding or agronomy with specialization in seed technology and quality control.	[958, 1441, 1526, 1463]
brtc-row-num: ১৫।	[27, 2209, 46, 2221]
brtc-addr2: ঢাকা-১০০০।	[269, 1661, 331, 1676]
job-row-post: ফিল্ড অফিসার	[627, 2167, 742, 2190]
asthma-author: অধ্যাপক ডা. গোবিন্দ চন্দ্র দাস	[1289, 798, 1418, 811]
quantum-alhamd: আলহামদুলিল্লাহ!	[1388, 1737, 1529, 1761]
exercise-body	[604, 251, 770, 933]
job-row	[604, 1968, 841, 2010]
job-row	[604, 2167, 841, 2190]
quantum-year-line	[1307, 1824, 1529, 1917]
asthma-col1b-text: আমাদের নাসারন্ধ্র ও শ্বাসনালিতে রিসেপ্টর থাকে। এই রিসেপ্টরগুলো আমাদের ভ্যাগাস নার্ভ এই নার্ভের সাথে যুক্ত।	[789, 782, 1027, 827]
brtc-row-key: সংগ্রহকারী সত্তার নাম	[54, 1740, 148, 1752]
nursing-banner: ৩ বছর মেয়াদী ডিপ্লোমা ইন নার্সিং সাইন্স এন্ড মিডওয়াইফারি কোর্সে ২০১৯-২০২০ শিক্ষাবর্ষে ভর্তির বিজ্ঞপ্তি	[956, 1013, 1527, 1038]
